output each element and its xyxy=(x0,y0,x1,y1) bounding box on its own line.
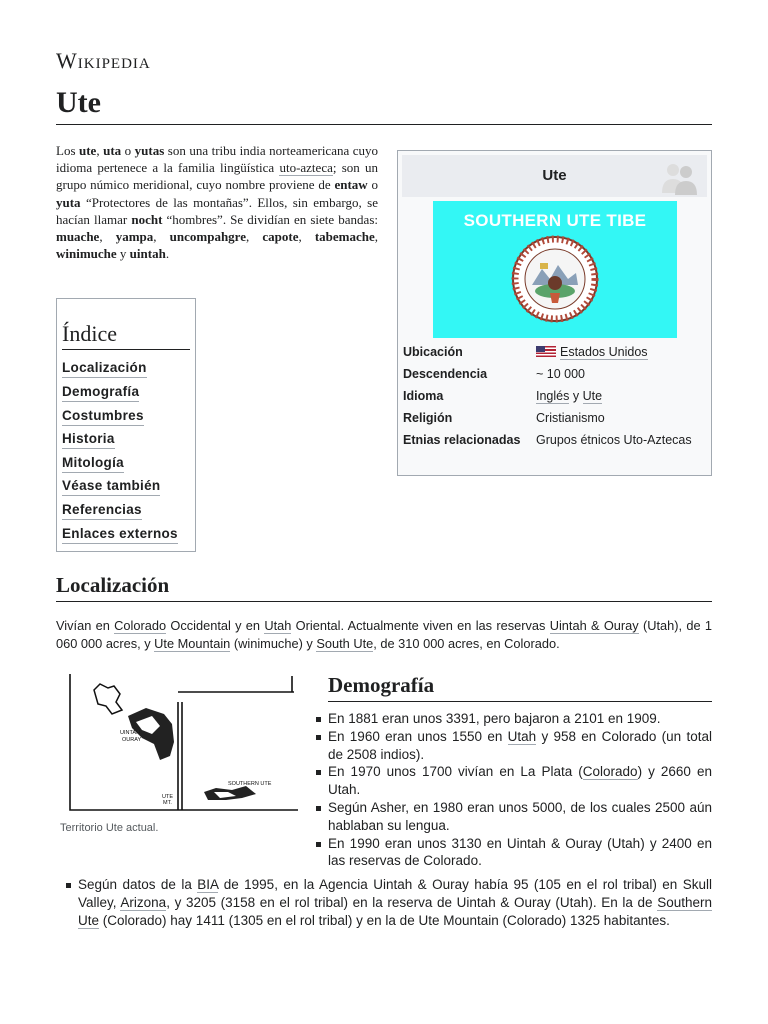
toc-item-mitologia[interactable]: Mitología xyxy=(62,454,124,473)
infobox-value: Cristianismo xyxy=(536,411,605,425)
map-label-uintah: UINTAH xyxy=(120,730,141,736)
infobox-header xyxy=(402,155,707,197)
toc-title: Índice xyxy=(62,321,190,350)
tribe-seal xyxy=(510,233,600,325)
map-label-ouray: OURAY xyxy=(122,737,142,743)
map-label-southern-ute: SOUTHERN UTE xyxy=(228,781,272,787)
map-caption: Territorio Ute actual. xyxy=(60,822,159,834)
demografia-bia-list xyxy=(62,876,712,929)
list-item: Según Asher, en 1980 eran unos 5000, de los cuales 2500 aún hablaban su lengua. xyxy=(312,799,712,835)
users-icon xyxy=(659,159,701,195)
toc-item-localizacion[interactable]: Localización xyxy=(62,359,147,378)
link-colorado-demo[interactable]: Colorado xyxy=(582,764,638,780)
list-item: Según datos de la BIA de 1995, en la Agencia Uintah & Ouray había 95 (105 en el rol tribal) en Skull Valley, Arizona, y 3205 (3158 en el rol tribal) en la reserva de Uintah & Ouray (Utah). En la de Southern Ute (Colorado) hay 1411 (1305 en el rol tribal) y en la de Ute Mountain (Colorado) 1325 habitantes. xyxy=(62,876,712,929)
infobox-value: Grupos étnicos Uto-Aztecas xyxy=(536,433,692,447)
intro-paragraph: Los ute, uta o yutas son una tribu india norteamericana cuyo idioma pertenece a la familia lingüística uto-azteca; son un grupo númico meridional, cuyo nombre proviene de entaw o yuta “Protectores de las montañas”. Ellos, sin embargo, se hacían llamar nocht “hombres”. Se dividían en siete bandas: muache, yampa, uncompahgre, capote, tabemache, winimuche y uintah. xyxy=(56,143,379,262)
infobox-title: Ute xyxy=(542,167,567,184)
infobox-label: Etnias relacionadas xyxy=(403,433,521,447)
list-item: En 1881 eran unos 3391, pero bajaron a 2101 en 1909. xyxy=(312,710,712,728)
toc-item-demografia[interactable]: Demografía xyxy=(62,383,139,402)
infobox-value xyxy=(536,343,696,362)
link-ute-mountain[interactable]: Ute Mountain xyxy=(154,636,231,651)
link-south-ute[interactable]: South Ute xyxy=(316,636,374,651)
link-bia[interactable]: BIA xyxy=(197,877,219,892)
demografia-list xyxy=(312,710,712,870)
link-utah-demo[interactable]: Utah xyxy=(507,728,537,744)
heading-localizacion: Localización xyxy=(56,573,712,602)
toc-item-vease-tambien[interactable]: Véase también xyxy=(62,477,160,496)
link-utah[interactable]: Utah xyxy=(264,618,292,633)
page-title: Ute xyxy=(56,86,712,125)
toc-item-costumbres[interactable]: Costumbres xyxy=(62,407,144,426)
link-ute-language[interactable]: Ute xyxy=(582,389,603,403)
toc-item-historia[interactable]: Historia xyxy=(62,430,115,449)
link-colorado[interactable]: Colorado xyxy=(114,618,167,633)
link-uto-azteca[interactable]: uto-azteca xyxy=(279,160,333,176)
list-item: En 1970 unos 1700 vivían en La Plata (Colorado) y 2660 en Utah. xyxy=(312,763,712,799)
infobox-label: Descendencia xyxy=(403,367,488,381)
toc-item-referencias[interactable]: Referencias xyxy=(62,501,142,520)
infobox-label: Ubicación xyxy=(403,345,463,359)
tribe-flag[interactable] xyxy=(433,201,677,338)
link-ingles[interactable]: Inglés xyxy=(536,389,570,403)
infobox-label: Idioma xyxy=(403,389,444,403)
toc-item-enlaces-externos[interactable]: Enlaces externos xyxy=(62,525,178,544)
link-southern-ute[interactable]: Southern Ute xyxy=(78,894,712,928)
ute-territory-map[interactable] xyxy=(56,672,302,822)
localizacion-paragraph: Vivían en Colorado Occidental y en Utah Oriental. Actualmente viven en las reservas Uintah & Ouray (Utah), de 1 060 000 acres, y Ute Mountain (winimuche) y South Ute, de 310 000 acres, en Colorado. xyxy=(56,618,712,651)
list-item: En 1960 eran unos 1550 en Utah y 958 en Colorado (un total de 2508 indios). xyxy=(312,728,712,764)
us-flag-icon xyxy=(536,346,556,357)
map-label-mt: MT. xyxy=(163,800,172,806)
wikipedia-logo[interactable]: Wikipedia xyxy=(56,48,151,73)
infobox-value: Inglés y Ute xyxy=(536,389,603,403)
infobox-label: Religión xyxy=(403,411,453,425)
list-item: En 1990 eran unos 3130 en Uintah & Ouray (Utah) y 2400 en las reservas de Colorado. xyxy=(312,835,712,871)
link-uintah-ouray[interactable]: Uintah & Ouray xyxy=(549,618,639,633)
heading-demografia: Demografía xyxy=(328,673,712,702)
link-arizona[interactable]: Arizona xyxy=(120,894,167,910)
link-estados-unidos[interactable]: Estados Unidos xyxy=(560,345,648,359)
map-label-ute: UTE xyxy=(162,794,173,800)
table-of-contents xyxy=(56,298,196,552)
flag-text: SOUTHERN UTE TIBE xyxy=(463,211,647,230)
infobox-value: ~ 10 000 xyxy=(536,367,586,381)
infobox xyxy=(397,150,712,476)
